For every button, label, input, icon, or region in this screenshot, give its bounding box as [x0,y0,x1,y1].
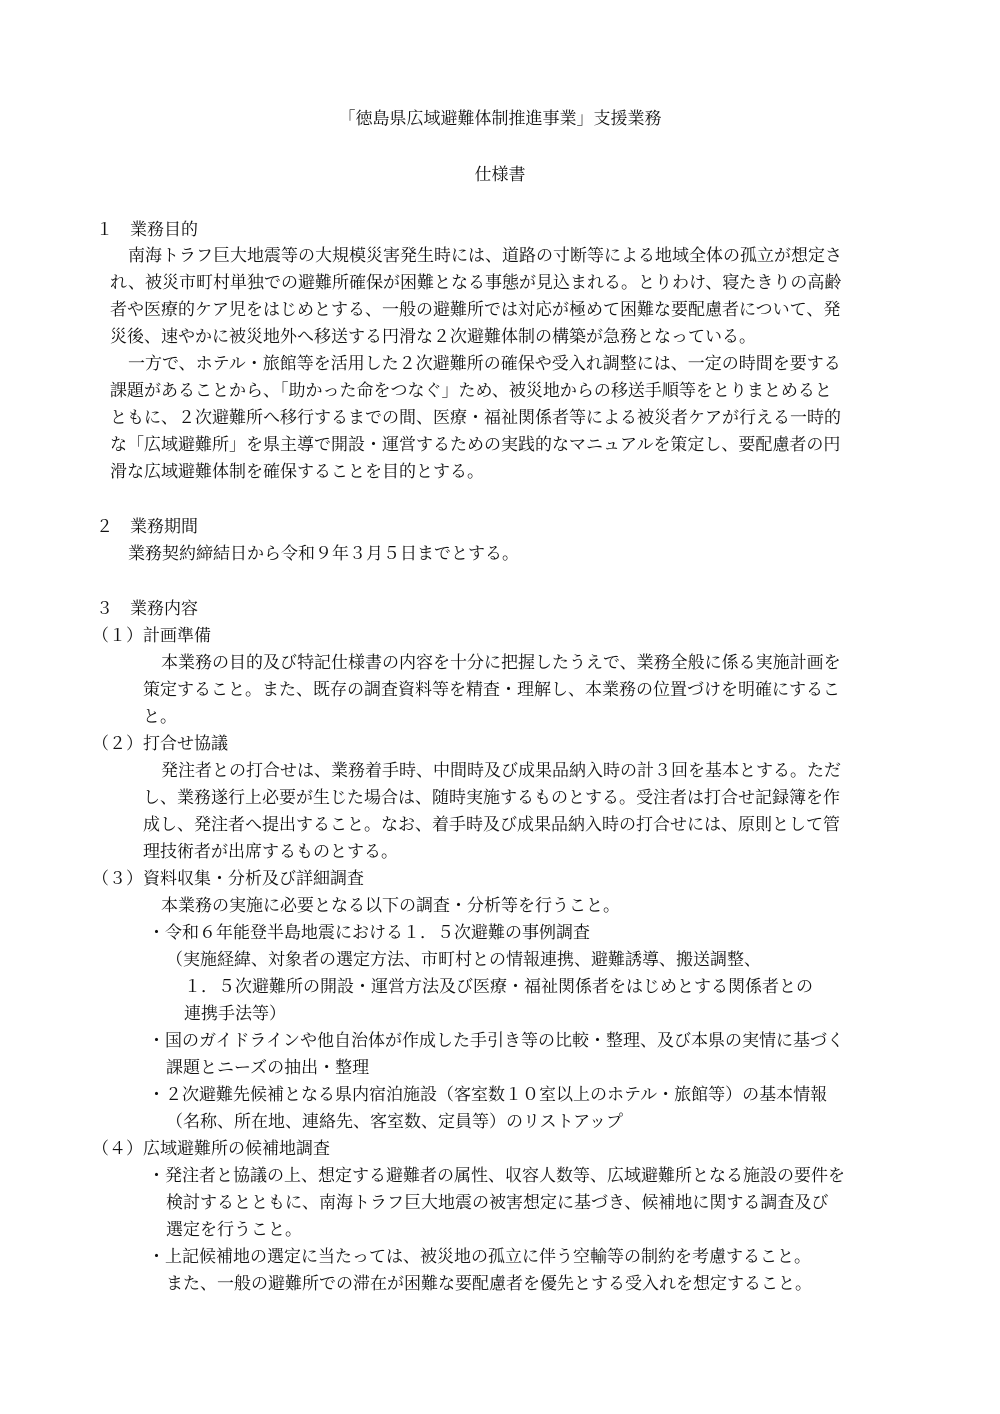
subsection-heading: （３）資料収集・分析及び詳細調査 [92,869,364,889]
bullet-item: ・上記候補地の選定に当たっては、被災地の孤立に伴う空輸等の制約を考慮すること。 [148,1247,811,1267]
bullet-continuation: 選定を行うこと。 [166,1220,302,1240]
paragraph-line: 理技術者が出席するものとする。 [143,842,398,862]
bullet-item: ・発注者と協議の上、想定する避難者の属性、収容人数等、広域避難所となる施設の要件を [148,1166,845,1186]
paragraph-line: ともに、２次避難所へ移行するまでの間、医療・福祉関係者等による被災者ケアが行える一時的 [110,408,841,428]
section-heading-period: ２ 業務期間 [96,517,198,537]
paragraph-line: 成し、発注者へ提出すること。なお、着手時及び成果品納入時の打合せには、原則として管 [143,815,840,835]
paragraph-line: 滑な広域避難体制を確保することを目的とする。 [110,462,484,482]
paragraph-line: 課題があることから、「助かった命をつなぐ」ため、被災地からの移送手順等をとりまとめると [110,381,832,401]
paragraph-line: れ、被災市町村単独での避難所確保が困難となる事態が見込まれる。とりわけ、寝たきりの高齢 [110,273,842,293]
subsection-heading: （４）広域避難所の候補地調査 [92,1139,330,1159]
paragraph-line: 発注者との打合せは、業務着手時、中間時及び成果品納入時の計３回を基本とする。ただ [161,761,841,781]
paragraph-line: 業務契約締結日から令和９年３月５日までとする。 [128,544,519,564]
document-subtitle: 仕様書 [474,165,526,185]
bullet-continuation: また、一般の避難所での滞在が困難な要配慮者を優先とする受入れを想定すること。 [166,1274,812,1294]
subsection-heading: （１）計画準備 [92,626,211,646]
bullet-continuation: （名称、所在地、連絡先、客室数、定員等）のリストアップ [166,1112,623,1132]
section-heading-content: ３ 業務内容 [96,599,198,619]
paragraph-line: な「広域避難所」を県主導で開設・運営するための実践的なマニュアルを策定し、要配慮者の円 [110,435,841,455]
bullet-item: ・国のガイドラインや他自治体が作成した手引き等の比較・整理、及び本県の実情に基づく [148,1031,844,1051]
bullet-continuation: 検討するとともに、南海トラフ巨大地震の被害想定に基づき、候補地に関する調査及び [166,1193,829,1213]
paragraph-line: と。 [143,707,177,727]
section-heading-purpose: １ 業務目的 [96,220,198,240]
paragraph-line: 一方で、ホテル・旅館等を活用した２次避難所の確保や受入れ調整には、一定の時間を要する [128,354,841,374]
paragraph-line: 策定すること。また、既存の調査資料等を精査・理解し、本業務の位置づけを明確にするこ [143,680,840,700]
paragraph-line: し、業務遂行上必要が生じた場合は、随時実施するものとする。受注者は打合せ記録簿を作 [143,788,840,808]
paragraph-line: 災後、速やかに被災地外へ移送する円滑な２次避難体制の構築が急務となっている。 [110,327,756,347]
bullet-continuation: 課題とニーズの抽出・整理 [166,1058,370,1078]
paragraph-line: 本業務の実施に必要となる以下の調査・分析等を行うこと。 [161,896,620,916]
paragraph-line: 南海トラフ巨大地震等の大規模災害発生時には、道路の寸断等による地域全体の孤立が想定さ [128,246,842,266]
paragraph-line: 本業務の目的及び特記仕様書の内容を十分に把握したうえで、業務全般に係る実施計画を [161,653,841,673]
bullet-sub-line: （実施経緯、対象者の選定方法、市町村との情報連携、避難誘導、搬送調整、 [166,950,761,970]
document-title: 「徳島県広域避難体制推進事業」支援業務 [338,109,662,129]
paragraph-line: 者や医療的ケア児をはじめとする、一般の避難所では対応が極めて困難な要配慮者について、発 [110,300,841,320]
bullet-item: ・令和６年能登半島地震における１．５次避難の事例調査 [148,923,590,943]
subsection-heading: （２）打合せ協議 [92,734,228,754]
bullet-item: ・２次避難先候補となる県内宿泊施設（客室数１０室以上のホテル・旅館等）の基本情報 [148,1085,828,1105]
bullet-sub-line: １．５次避難所の開設・運営方法及び医療・福祉関係者をはじめとする関係者との [184,977,813,997]
bullet-sub-line: 連携手法等） [184,1004,286,1024]
